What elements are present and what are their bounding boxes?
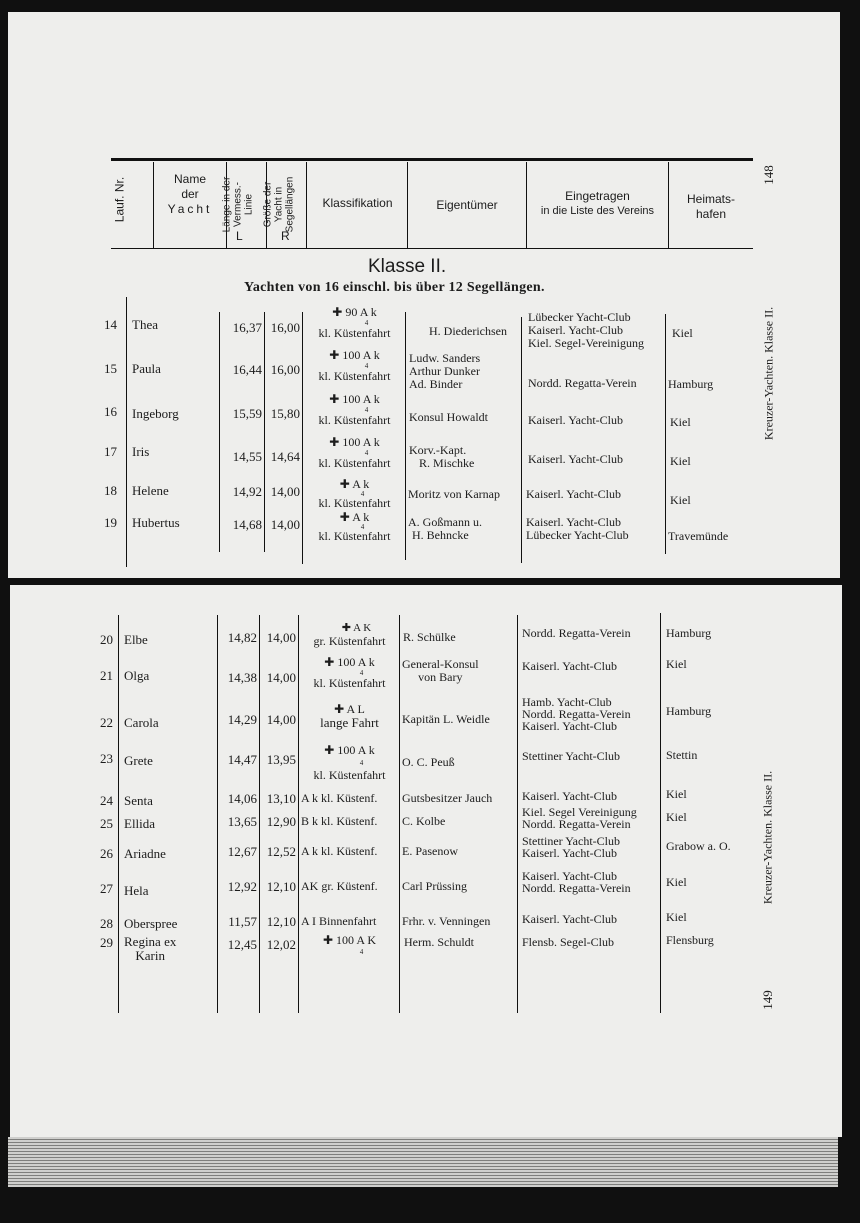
row-nr: 25 [100,816,113,831]
header-groesse-symbol: R [281,229,290,243]
row-hafen: Kiel [670,454,691,468]
row-owner: Gutsbesitzer Jauch [402,791,493,805]
row-owner: Korv.-Kapt. R. Mischke [409,443,475,470]
row-r: 14,00 [266,630,296,645]
row-name: Grete [124,753,153,768]
row-owner: Konsul Howaldt [409,410,488,424]
row-l: 12,45 [227,937,257,952]
row-nr: 18 [104,483,117,498]
col-line [126,297,127,567]
row-l: 16,37 [232,320,262,335]
row-klassifikation: A k kl. Küstenf. [301,844,378,858]
row-r: 14,00 [270,517,300,532]
row-name: Senta [124,793,153,808]
row-l: 11,57 [228,914,257,929]
row-klassifikation: B k kl. Küstenf. [301,814,378,828]
row-r: 15,80 [270,406,300,421]
col-line [665,314,666,554]
row-club: Hamb. Yacht-Club Nordd. Regatta-Verein Kaiserl. Yacht-Club [522,695,631,733]
row-hafen: Travemünde [668,529,729,543]
header-lauf-nr: Lauf. Nr. [112,176,127,223]
row-nr: 15 [104,361,117,376]
row-l: 14,82 [227,630,257,645]
row-nr: 26 [100,846,113,861]
row-name: Ellida [124,816,156,831]
row-hafen: Kiel [666,810,687,824]
header-top-rule [111,158,753,161]
row-nr: 17 [104,444,117,459]
col-line [521,317,522,563]
row-name: Iris [132,444,150,459]
row-klassifikation: ✚ 90 A k 4 kl. Küstenfahrt [318,305,391,340]
row-club: Lübecker Yacht-Club Kaiserl. Yacht-Club Kiel. Segel-Vereinigung [528,310,644,350]
row-owner: H. Diederichsen [429,324,507,338]
header-klassifikation: Klassifikation [322,196,393,210]
row-club: Kaiserl. Yacht-Club [522,659,617,673]
row-nr: 23 [100,751,113,766]
row-nr: 24 [100,793,113,808]
row-l: 14,92 [232,484,262,499]
row-nr: 22 [100,715,113,730]
header-heimatshafen: Heimats- hafen [686,192,735,221]
row-name: Elbe [124,632,148,647]
row-owner: Ludw. Sanders Arthur Dunker Ad. Binder [409,351,481,391]
row-nr: 14 [104,317,117,332]
header-eigentuemer: Eigentümer [436,198,498,212]
row-name: Hela [124,883,149,898]
row-owner: E. Pasenow [402,844,458,858]
header-laenge-symbol: L [236,229,243,243]
page-number: 148 [761,165,776,185]
row-hafen: Kiel [666,657,687,671]
row-hafen: Stettin [666,748,698,762]
row-nr: 20 [100,632,113,647]
row-owner: O. C. Peuß [402,755,455,769]
row-l: 14,68 [232,517,262,532]
row-club: Kaiserl. Yacht-Club Lübecker Yacht-Club [526,515,629,542]
row-owner: R. Schülke [403,630,456,644]
row-club: Kiel. Segel Vereinigung Nordd. Regatta-Verein [522,805,637,831]
row-name: Olga [124,668,150,683]
row-nr: 16 [104,404,117,419]
row-klassifikation: ✚ A L lange Fahrt [320,702,379,730]
row-name: Carola [124,715,159,730]
row-name: Helene [132,483,169,498]
row-owner: Carl Prüssing [402,879,468,893]
row-l: 15,59 [232,406,262,421]
row-l: 14,29 [227,712,257,727]
row-club: Stettiner Yacht-Club Kaiserl. Yacht-Club [522,834,620,860]
row-nr: 27 [100,881,113,896]
col-line [264,312,265,552]
row-club: Kaiserl. Yacht-Club [528,452,623,466]
page-148 [8,12,840,578]
row-l: 12,92 [227,879,257,894]
row-klassifikation: A k kl. Küstenf. [301,791,378,805]
row-l: 14,06 [227,791,257,806]
row-club: Kaiserl. Yacht-Club [526,487,621,501]
row-name: Oberspree [124,916,178,931]
row-r: 16,00 [270,362,300,377]
col-line [118,615,119,1013]
row-club: Kaiserl. Yacht-Club [522,789,617,803]
row-hafen: Kiel [666,787,687,801]
row-r: 13,10 [266,791,296,806]
col-line [399,615,400,1013]
col-line [298,615,299,1013]
row-r: 12,10 [266,879,296,894]
row-owner: C. Kolbe [402,814,446,828]
col-sep [306,162,307,248]
row-r: 12,90 [266,814,296,829]
row-r: 16,00 [270,320,300,335]
running-head: Kreuzer-Yachten. Klasse II. [760,770,775,905]
row-l: 13,65 [227,814,257,829]
page-149 [10,585,842,1137]
page-number: 149 [760,990,775,1010]
row-owner: General-Konsul von Bary [402,657,479,684]
row-klassifikation: ✚ A K gr. Küstenfahrt [313,622,386,648]
row-klassifikation: ✚ 100 A k 4 kl. Küstenfahrt [313,655,386,690]
row-name: Hubertus [132,515,180,530]
row-r: 13,95 [266,752,296,767]
row-name: Ingeborg [132,406,179,421]
row-hafen: Hamburg [666,626,712,640]
row-klassifikation: ✚ A k 4 kl. Küstenfahrt [318,510,391,543]
row-hafen: Kiel [666,875,687,889]
col-line [405,312,406,560]
row-hafen: Grabow a. O. [666,839,731,853]
row-r: 14,00 [266,670,296,685]
klasse-title: Klasse II. [368,256,447,277]
row-name: Regina ex Karin [124,934,177,963]
row-nr: 28 [100,916,113,931]
row-klassifikation: A I Binnenfahrt [301,914,377,928]
row-r: 12,10 [266,914,296,929]
row-klassifikation: AK gr. Küstenf. [301,879,378,893]
row-owner: Herm. Schuldt [404,935,474,949]
row-club: Stettiner Yacht-Club [522,749,620,763]
row-club: Kaiserl. Yacht-Club [528,413,623,427]
row-club: Nordd. Regatta-Verein [528,376,637,390]
row-hafen: Hamburg [668,377,714,391]
row-owner: Moritz von Karnap [408,487,500,501]
header-groesse: Größe der Yacht in Segellängen [262,176,296,233]
row-l: 14,38 [227,670,257,685]
row-r: 12,02 [266,937,296,952]
col-line [302,312,303,564]
row-name: Thea [132,317,158,332]
row-hafen: Kiel [670,415,691,429]
row-hafen: Kiel [666,910,687,924]
row-r: 14,00 [266,712,296,727]
row-owner: Frhr. v. Venningen [402,914,491,928]
header-bottom-rule [111,248,753,249]
header-laenge: Länge in der Vermess.- Linie [221,176,255,233]
row-nr: 21 [100,668,113,683]
row-club: Kaiserl. Yacht-Club [522,912,617,926]
row-klassifikation: ✚ 100 A k 4 kl. Küstenfahrt [318,435,391,470]
row-klassifikation: ✚ 100 A K 4 [322,933,377,956]
klasse-subtitle: Yachten von 16 einschl. bis über 12 Segellängen. [244,280,545,295]
row-r: 12,52 [266,844,296,859]
row-klassifikation: ✚ 100 A k 4 kl. Küstenfahrt [313,743,386,782]
header-eingetragen: Eingetragen in die Liste des Vereins [540,189,655,217]
row-l: 14,47 [227,752,257,767]
header-name: Name der Yacht [167,172,213,216]
row-club: Kaiserl. Yacht-Club Nordd. Regatta-Verein [522,869,631,895]
row-hafen: Flensburg [666,933,714,947]
row-hafen: Hamburg [666,704,712,718]
book-page-edges [8,1137,838,1187]
row-r: 14,00 [270,484,300,499]
col-line [517,615,518,1013]
row-owner: A. Goßmann u. H. Behncke [408,515,482,542]
running-head: Kreuzer-Yachten. Klasse II. [761,306,776,441]
row-l: 16,44 [232,362,262,377]
row-name: Ariadne [124,846,166,861]
row-klassifikation: ✚ 100 A k 4 kl. Küstenfahrt [318,392,391,427]
row-klassifikation: ✚ 100 A k 4 kl. Küstenfahrt [318,348,391,383]
row-name: Paula [132,361,161,376]
row-hafen: Kiel [670,493,691,507]
row-klassifikation: ✚ A k 4 kl. Küstenfahrt [318,477,391,510]
row-nr: 29 [100,935,113,950]
row-nr: 19 [104,515,117,530]
col-line [660,613,661,1013]
row-club: Nordd. Regatta-Verein [522,626,631,640]
row-club: Flensb. Segel-Club [522,935,614,949]
row-l: 14,55 [232,449,262,464]
row-l: 12,67 [227,844,257,859]
row-hafen: Kiel [672,326,693,340]
row-owner: Kapitän L. Weidle [402,712,490,726]
row-r: 14,64 [270,449,300,464]
col-line [219,312,220,552]
